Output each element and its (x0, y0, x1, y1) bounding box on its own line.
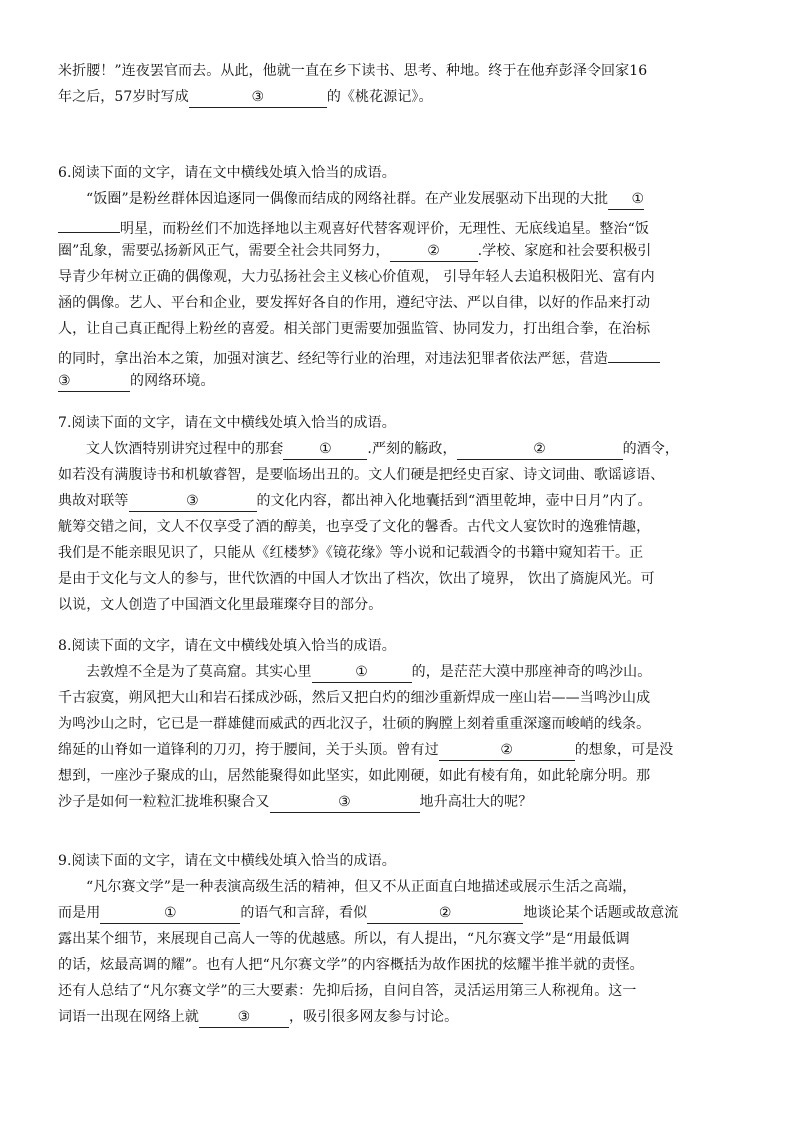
fill-blank-1[interactable]: ① (283, 439, 367, 460)
passage-line (58, 238, 738, 264)
passage-line (58, 212, 738, 238)
fill-blank-3[interactable]: ③ (199, 1007, 289, 1028)
passage-line: 为鸣沙山之时，它已是一群雄健而威武的西北汉子，壮硕的胸膛上刻着重重深邃而峻峭的线条。 (58, 716, 651, 732)
text: 文人饮酒特别讲究过程中的那套 (86, 441, 284, 457)
text: 词语一出现在网络上就 (58, 1009, 199, 1025)
passage-line: 千古寂寞，朔风把大山和岩石揉成沙砾，然后又把白灼的细沙重新焊成一座山岩——当鸣沙山成 (58, 690, 651, 706)
text: 的文化内容，都出神入化地囊括到“酒里乾坤，壶中日月”内了。 (256, 493, 652, 509)
text: 地升高壮大的呢？ (419, 794, 533, 810)
fill-blank-1[interactable]: ① (312, 662, 412, 683)
fill-blank-2[interactable]: ② (439, 740, 575, 761)
text: 的网络环境。 (130, 373, 215, 389)
text: ，吸引很多网友参与讨论。 (289, 1009, 459, 1025)
text: 去敦煌不全是为了莫高窟。其实心里 (86, 664, 312, 680)
passage-line: 以说，文人创造了中国酒文化里最璀璨夺目的部分。 (58, 597, 383, 613)
passage-line: 的话，炫最高调的耀”。也有人把“凡尔赛文学”的内容概括为故作困扰的炫耀半推半就的责怪。 (58, 957, 644, 973)
passage-line (58, 488, 738, 514)
text: 典故对联等 (58, 493, 129, 509)
passage-line: 涵的偶像。艺人、平台和企业，要发挥好各自的作用，遵纪守法、严以自律，以好的作品来打动 (58, 295, 651, 311)
passage-line (58, 436, 738, 462)
question-title: 7.阅读下面的文字，请在文中横线处填入恰当的成语。 (58, 415, 396, 431)
fill-blank-2[interactable]: ② (457, 439, 623, 460)
text: “饭圈”是粉丝群体因追逐同一偶像而结成的网络社群。在产业发展驱动下出现的大批 (86, 191, 609, 207)
question-6 (58, 160, 738, 394)
fill-blank-3[interactable]: ③ (189, 87, 327, 108)
fill-blank-2[interactable]: ② (390, 241, 478, 262)
passage-line (58, 900, 738, 926)
question-title: 8.阅读下面的文字，请在文中横线处填入恰当的成语。 (58, 638, 396, 654)
passage-line: 是由于文化与文人的参与，世代饮酒的中国人才饮出了档次，饮出了境界， 饮出了旖旎风光。可 (58, 571, 655, 587)
passage-line: 露出某个细节，来展现自己高人一等的优越感。所以，有人提出，“凡尔赛文学”是“用最低调 (58, 931, 630, 947)
text: 地谈论某个话题或故意流 (523, 905, 679, 921)
text: 的想象，可是没 (574, 742, 674, 758)
fill-blank-3[interactable]: ③ (58, 371, 130, 392)
text: .学校、家庭和社会要积极引 (477, 243, 652, 259)
passage-line (58, 368, 738, 394)
passage-line: 我们是不能亲眼见识了，只能从《红楼梦》《镜花缘》等小说和记载酒令的书籍中窥知若干。正 (58, 545, 644, 561)
fill-blank-2[interactable]: ② (367, 903, 523, 924)
passage-line: 想到，一座沙子聚成的山，居然能聚得如此坚实，如此刚硬，如此有棱有角，如此轮廓分明。那 (58, 768, 651, 784)
text: 的《桃花源记》。 (326, 89, 433, 105)
fill-blank-3-start[interactable] (608, 342, 660, 363)
question-9 (58, 848, 738, 1030)
passage-line: 觥筹交错之间，文人不仅享受了酒的醇美，也享受了文化的馨香。古代文人宴饮时的逸雅情趣， (58, 519, 651, 535)
passage-line: 还有人总结了“凡尔赛文学”的三大要素：先抑后扬，自问自答，灵活运用第三人称视角。这一 (58, 983, 637, 999)
question-7 (58, 410, 738, 618)
fill-blank-3[interactable]: ③ (129, 491, 257, 512)
question-8 (58, 633, 738, 815)
passage-line (58, 659, 738, 685)
question-title: 6.阅读下面的文字，请在文中横线处填入恰当的成语。 (58, 165, 396, 181)
passage-line (58, 1004, 738, 1030)
text: .严刻的觞政， (367, 441, 457, 457)
text: 沙子是如何一粒粒汇拢堆积聚合又 (58, 794, 270, 810)
passage-line: 人，让自己真正配得上粉丝的喜爱。相关部门更需要加强监管、协同发力，打出组合拳，在治标 (58, 321, 651, 337)
text: 的同时，拿出治本之策，加强对演艺、经纪等行业的治理，对违法犯罪者依法严惩，营造 (58, 351, 608, 367)
text: 的语气和言辞，看似 (240, 905, 368, 921)
passage-line (58, 789, 738, 815)
text: 米折腰！”连夜罢官而去。从此，他就一直在乡下读书、思考、种地。终于在他弃彭泽令回家16 (58, 63, 648, 79)
text: 年之后，57岁时写成 (58, 89, 189, 105)
passage-line: 如若没有满腹诗书和机敏睿智，是要临场出丑的。文人们硬是把经史百家、诗文词曲、歌谣谚语、 (58, 467, 665, 483)
passage-line: “凡尔赛文学”是一种表演高级生活的精神，但又不从正面直白地描述或展示生活之高端， (86, 879, 637, 895)
passage-line (58, 737, 738, 763)
question-title: 9.阅读下面的文字，请在文中横线处填入恰当的成语。 (58, 853, 396, 869)
passage-line: 导青少年树立正确的偶像观，大力弘扬社会主义核心价值观， 引导年轻人去追积极阳光、富有内 (58, 269, 655, 285)
fill-blank-1-cont[interactable] (58, 212, 120, 233)
text: 的，是茫茫大漠中那座神奇的鸣沙山。 (411, 664, 652, 680)
fill-blank-3[interactable]: ③ (270, 792, 420, 813)
intro-line (58, 84, 738, 110)
text: 绵延的山脊如一道锋利的刀刃，挎于腰间，关于头顶。曾有过 (58, 742, 439, 758)
fill-blank-1[interactable]: ① (608, 189, 644, 210)
fill-blank-1[interactable]: ① (100, 903, 240, 924)
text: 而是用 (58, 905, 101, 921)
intro-line (58, 58, 738, 84)
text: 的酒令， (622, 441, 679, 457)
intro-passage (58, 58, 738, 110)
passage-line (58, 186, 738, 212)
text: 明星，而粉丝们不加选择地以主观喜好代替客观评价，无理性、无底线追星。整治“饭 (120, 221, 649, 237)
text: 圈”乱象，需要弘扬新风正气，需要全社会共同努力， (58, 243, 390, 259)
passage-line (58, 342, 738, 368)
